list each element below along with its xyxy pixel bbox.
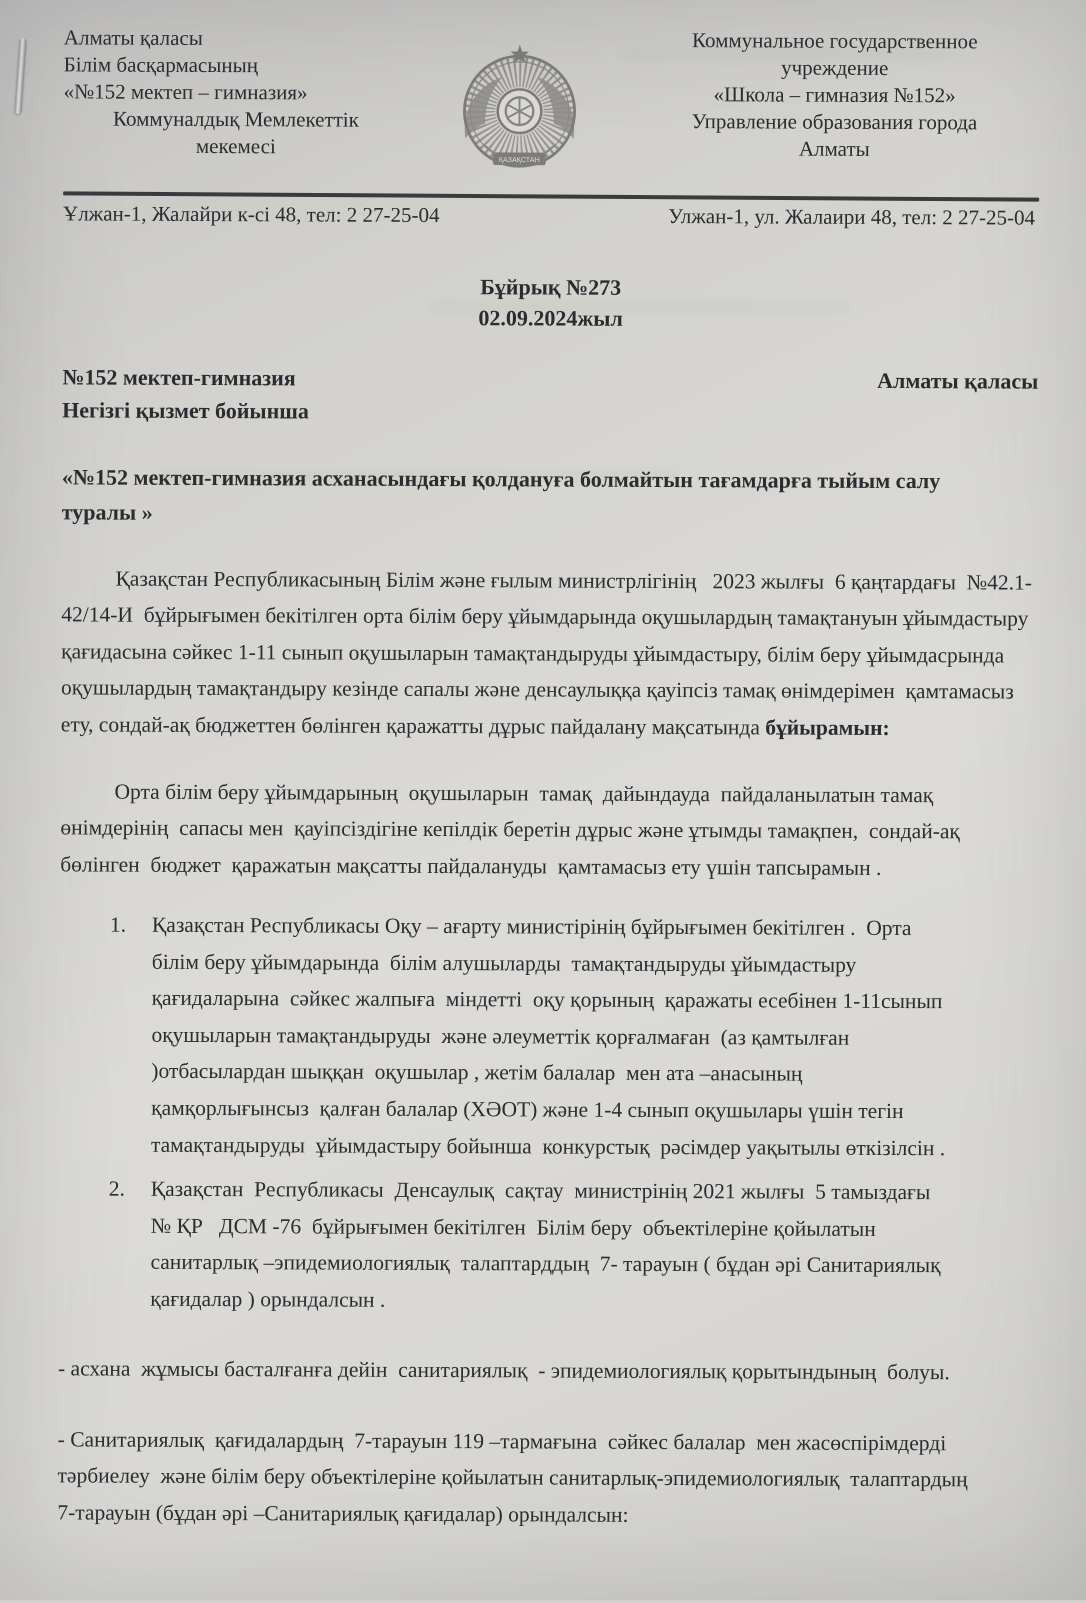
dash-paragraph: - Санитариялық қағидалардың 7-тарауын 119 –тармағына сәйкес балалар мен жасөспірімдерді тәрбиелеу және білім беру объектілеріне қойылатын санитарлық-эпидемиологиялық талаптардың 7-тарауын (бұдан әрі –Санитариялық қағидалар) орындалсын: [57, 1421, 987, 1535]
item-number: 2. [108, 1171, 151, 1317]
order-meta-row [62, 364, 1038, 394]
item-text: Қазақстан Республикасы Денсаулық сақтау министрінің 2021 жылғы 5 тамыздағы № ҚР ДСМ -76 бұйрығымен бекітілген Білім беру объектілеріне қойылатын санитарлық –эпидемиологиялық талаптарддың 7- тарауын ( бұдан әрі Санитариялық қағидалар ) орындалсын . [150, 1171, 957, 1321]
order-heading [63, 270, 1039, 336]
org-kk-line: «№152 мектеп – гимназия» [64, 78, 409, 106]
order-activity-line: Негізгі қызмет бойынша [62, 397, 1038, 427]
preamble-text: Қазақстан Республикасының Білім және ғылым министрлігінің 2023 жылғы 6 қаңтардағы №42.1-42/14-И бұйрығымен бекітілген орта білім беру ұйымдарында оқушылардың тамақтануын ұйымдастыру қағидасына сәйкес 1-11 сынып оқушыларын тамақтандыруды ұйымдастыру, білім беру ұйымдасрында оқушылардың тамақтандыру кезінде сапалы және денсаулыққа қауіпсіз тамақ өнімдерімен қамтамасыз ету, сондай-ақ бюджеттен бөлінген қаражатты дұрыс пайдалану мақсатында [61, 566, 1034, 739]
order-subject: «№152 мектеп-гимназия асханасындағы қолдануға болмайтын тағамдарға тыйым салу туралы » [62, 459, 1007, 534]
org-name-kazakh [63, 24, 409, 160]
letterhead-divider [63, 191, 1039, 201]
item-text: Қазақстан Республикасы Оқу – ағарту министірінің бұйрығымен бекітілген . Орта білім беру ұйымдарында білім алушыларды тамақтандыруды ұйымдастыру қағидаларына сәйкес жалпыға міндетті оқу қорының қаражаты есебінен 1-11сынып оқушыларын тамақтандыруды және әлеуметтік қорғалмаған (аз қамтылған )отбасылардан шыққан оқушылар , жетім балалар мен ата –анасының қамқорлығынсыз қалған балалар (ХӘОТ) және 1-4 сынып оқушылары үшін тегін тамақтандыруды ұйымдастыру бойынша конкурстық рәсімдер уақытылы өткізілсін . [151, 907, 958, 1166]
org-kk-line: мекемесі [63, 132, 408, 160]
order-org-line: №152 мектеп-гимназия [62, 364, 295, 391]
order-title: Бұйрық №273 [63, 270, 1039, 305]
order-date: 02.09.2024жыл [63, 301, 1039, 336]
org-kk-line: Коммуналдық Мемлекеттік [63, 105, 408, 133]
org-kk-line: Білім басқармасының [64, 51, 409, 79]
list-item [109, 907, 958, 1167]
order-verb-bold: бұйырамын: [765, 715, 889, 740]
org-kk-line: Алматы қаласы [64, 24, 409, 52]
order-items-list [58, 907, 1036, 1321]
emblem-banner-text: ҚАЗАҚСТАН [498, 156, 539, 164]
kazakhstan-emblem-icon [450, 42, 589, 183]
address-bar [63, 201, 1039, 230]
dash-paragraph: - асхана жұмысы басталғанға дейін санитариялық - эпидемиологиялық қорытындының болуы. [58, 1351, 988, 1392]
preamble-paragraph [61, 560, 1038, 747]
org-name-russian [629, 27, 1040, 163]
address-russian: Улжан-1, ул. Жалаири 48, тел: 2 27-25-04 [668, 204, 1039, 231]
org-ru-line: «Школа – гимназия №152» [630, 81, 1040, 110]
org-ru-line: учреждение [630, 54, 1040, 83]
list-item [108, 1171, 957, 1321]
item-number: 1. [109, 907, 152, 1163]
address-kazakh: Ұлжан-1, Жалайри к-сі 48, тел: 2 27-25-04 [63, 201, 440, 228]
assignment-paragraph: Орта білім беру ұйымдарының оқушыларын тамақ дайындауда пайдаланылатын тамақ өнімдерінің сапасы мен қауіпсіздігіне кепілдік беретін дұрыс және ұтымды тамақпен, сондай-ақ бөлінген бюджет қаражатын мақсатты пайдалануды қамтамасыз ету үшін тапсырамын . [60, 773, 1036, 887]
org-ru-line: Коммунальное государственное [630, 27, 1040, 56]
org-ru-line: Управление образования города [629, 107, 1039, 136]
org-ru-line: Алматы [629, 134, 1039, 163]
order-city-line: Алматы қаласы [877, 368, 1038, 395]
letterhead [63, 24, 1040, 184]
coat-of-arms [439, 26, 600, 183]
